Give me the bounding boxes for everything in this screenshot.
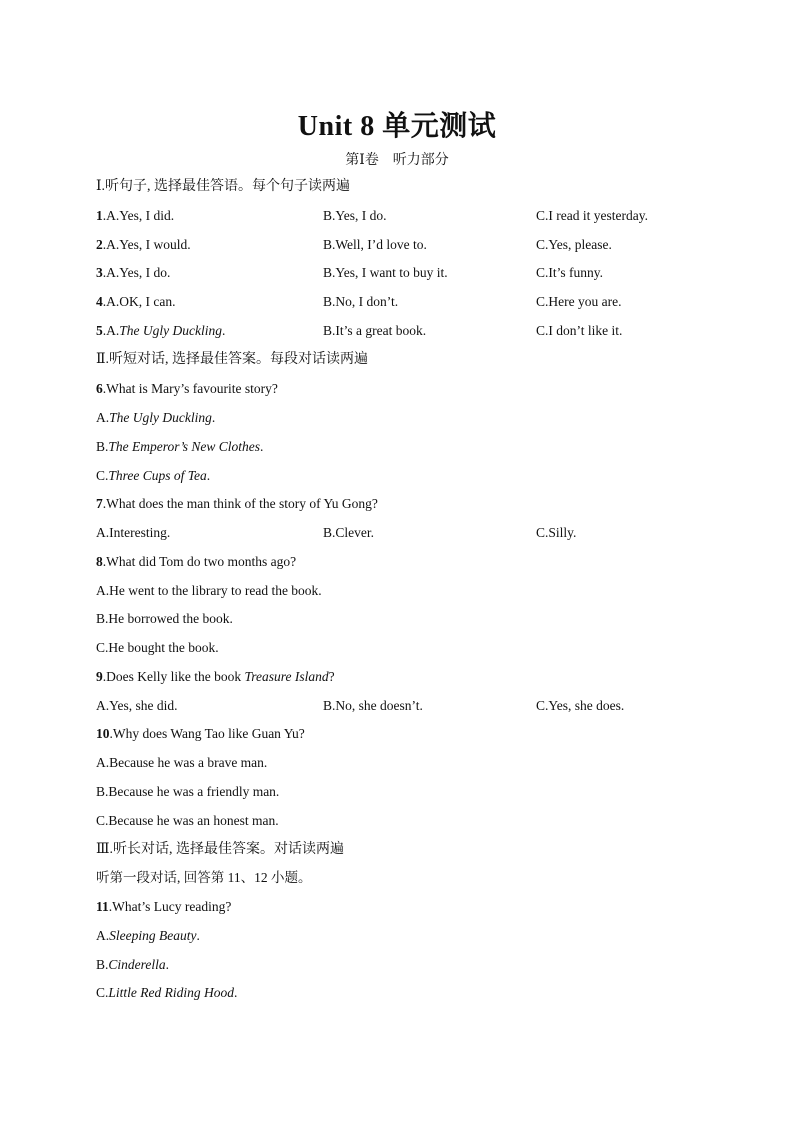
q4-option-b: B.No, I don’t.: [323, 294, 399, 309]
q3-option-a: 3.A.Yes, I do.: [96, 265, 171, 280]
q6-option-c: C.Three Cups of Tea.: [96, 468, 211, 483]
q10-stem: 10.Why does Wang Tao like Guan Yu?: [96, 726, 305, 741]
q8-option-c: C.He bought the book.: [96, 640, 219, 655]
q6-option-a: A.The Ugly Duckling.: [96, 410, 216, 425]
q5-option-a: 5.A.The Ugly Duckling.: [96, 323, 226, 338]
q8-stem: 8.What did Tom do two months ago?: [96, 554, 297, 569]
q6-stem: 6.What is Mary’s favourite story?: [96, 381, 278, 396]
q11-option-b: B.Cinderella.: [96, 957, 170, 972]
q2-option-b: B.Well, I’d love to.: [323, 237, 427, 252]
q6-option-b: B.The Emperor’s New Clothes.: [96, 439, 264, 454]
q11-option-a: A.Sleeping Beauty.: [96, 928, 200, 943]
page-title: Unit 8 单元测试: [297, 111, 497, 142]
q4-option-c: C.Here you are.: [536, 294, 622, 309]
q9-option-c: C.Yes, she does.: [536, 698, 625, 713]
section-2-heading: Ⅱ.听短对话, 选择最佳答案。每段对话读两遍: [96, 352, 369, 367]
q10-option-c: C.Because he was an honest man.: [96, 813, 279, 828]
q1-option-c: C.I read it yesterday.: [536, 208, 648, 223]
q7-option-a: A.Interesting.: [96, 525, 171, 540]
section-3-intro: 听第一段对话, 回答第 11、12 小题。: [96, 870, 312, 885]
q7-stem: 7.What does the man think of the story of Yu Gong?: [96, 496, 378, 511]
q3-option-b: B.Yes, I want to buy it.: [323, 265, 448, 280]
q8-option-a: A.He went to the library to read the book.: [96, 583, 322, 598]
q11-option-c: C.Little Red Riding Hood.: [96, 985, 238, 1000]
q2-option-a: 2.A.Yes, I would.: [96, 237, 191, 252]
q5-option-c: C.I don’t like it.: [536, 323, 623, 338]
q10-option-a: A.Because he was a brave man.: [96, 755, 268, 770]
q9-option-a: A.Yes, she did.: [96, 698, 178, 713]
q9-option-b: B.No, she doesn’t.: [323, 698, 423, 713]
q7-option-b: B.Clever.: [323, 525, 374, 540]
q2-option-c: C.Yes, please.: [536, 237, 612, 252]
q10-option-b: B.Because he was a friendly man.: [96, 784, 280, 799]
q8-option-b: B.He borrowed the book.: [96, 611, 233, 626]
section-3-heading: Ⅲ.听长对话, 选择最佳答案。对话读两遍: [96, 842, 344, 857]
q11-stem: 11.What’s Lucy reading?: [96, 899, 232, 914]
q9-stem: 9.Does Kelly like the book Treasure Island?: [96, 669, 335, 684]
section-1-heading: Ⅰ.听句子, 选择最佳答语。每个句子读两遍: [96, 179, 351, 194]
page-subtitle: 第Ⅰ卷 听力部分: [345, 153, 449, 168]
q7-option-c: C.Silly.: [536, 525, 577, 540]
q5-option-b: B.It’s a great book.: [323, 323, 427, 338]
q3-option-c: C.It’s funny.: [536, 265, 603, 280]
q4-option-a: 4.A.OK, I can.: [96, 294, 176, 309]
q1-option-a: 1.A.Yes, I did.: [96, 208, 175, 223]
q1-option-b: B.Yes, I do.: [323, 208, 387, 223]
